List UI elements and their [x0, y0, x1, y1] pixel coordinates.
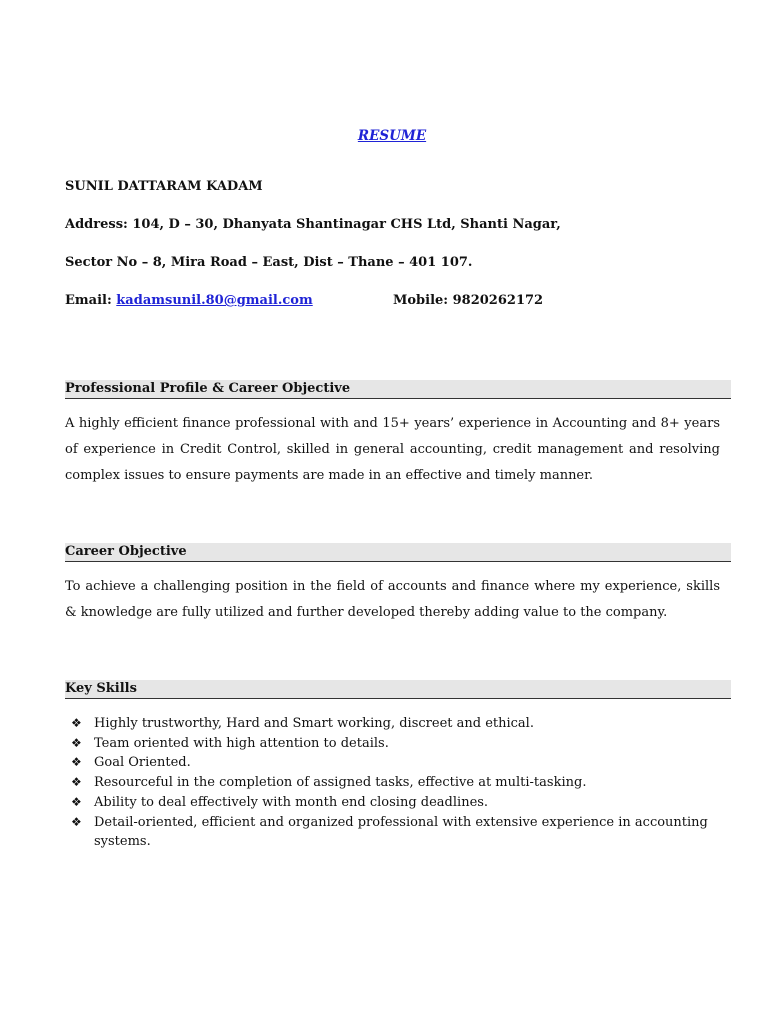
skills-list — [65, 714, 731, 852]
email-row — [65, 292, 313, 310]
diamond-bullet-icon: ❖ — [71, 775, 82, 790]
email-label: Email: — [65, 293, 112, 308]
skill-text: Detail-oriented, efficient and organized professional with extensive experience in accounting systems. — [94, 814, 708, 850]
mobile-number: Mobile: 9820262172 — [393, 293, 544, 308]
section-title-profile: Professional Profile & Career Objective — [65, 381, 351, 396]
skill-text: Goal Oriented. — [94, 755, 191, 771]
section-header-skills — [65, 680, 731, 699]
skill-item — [65, 753, 731, 773]
address-line-1: Address: 104, D – 30, Dhanyata Shantinagar CHS Ltd, Shanti Nagar, — [65, 217, 561, 232]
diamond-bullet-icon: ❖ — [71, 794, 82, 809]
skill-item — [65, 734, 731, 754]
candidate-name: SUNIL DATTARAM KADAM — [65, 179, 263, 194]
diamond-bullet-icon: ❖ — [71, 716, 82, 730]
section-header-profile — [65, 380, 731, 399]
email-link[interactable]: kadamsunil.80@gmail.com — [116, 293, 313, 308]
diamond-bullet-icon: ❖ — [71, 814, 82, 829]
address-line-2: Sector No – 8, Mira Road – East, Dist – Thane – 401 107. — [65, 255, 473, 270]
skill-item — [65, 773, 731, 793]
skill-text: Highly trustworthy, Hard and Smart working, discreet and ethical. — [94, 716, 534, 731]
section-title-skills: Key Skills — [65, 681, 137, 696]
objective-paragraph: To achieve a challenging position in the field of accounts and finance where my experience, skills & knowledge are fully utilized and further developed thereby adding value to the company. — [65, 579, 720, 620]
profile-paragraph: A highly efficient finance professional with and 15+ years’ experience in Accounting and 8+ years of experience in Credit Control, skilled in general accounting, credit management and resolving complex issues to ensure payments are made in an effective and timely manner. — [65, 416, 720, 483]
diamond-bullet-icon: ❖ — [71, 755, 82, 770]
section-title-objective: Career Objective — [65, 544, 187, 559]
skill-text: Team oriented with high attention to details. — [94, 735, 389, 751]
resume-title: RESUME — [357, 128, 427, 144]
skill-item — [65, 793, 731, 813]
skill-text: Ability to deal effectively with month end closing deadlines. — [94, 794, 489, 810]
skill-text: Resourceful in the completion of assigned tasks, effective at multi-tasking. — [94, 775, 587, 791]
section-header-objective — [65, 543, 731, 562]
skill-item — [65, 813, 731, 852]
diamond-bullet-icon: ❖ — [71, 735, 82, 750]
skill-item — [65, 714, 731, 734]
